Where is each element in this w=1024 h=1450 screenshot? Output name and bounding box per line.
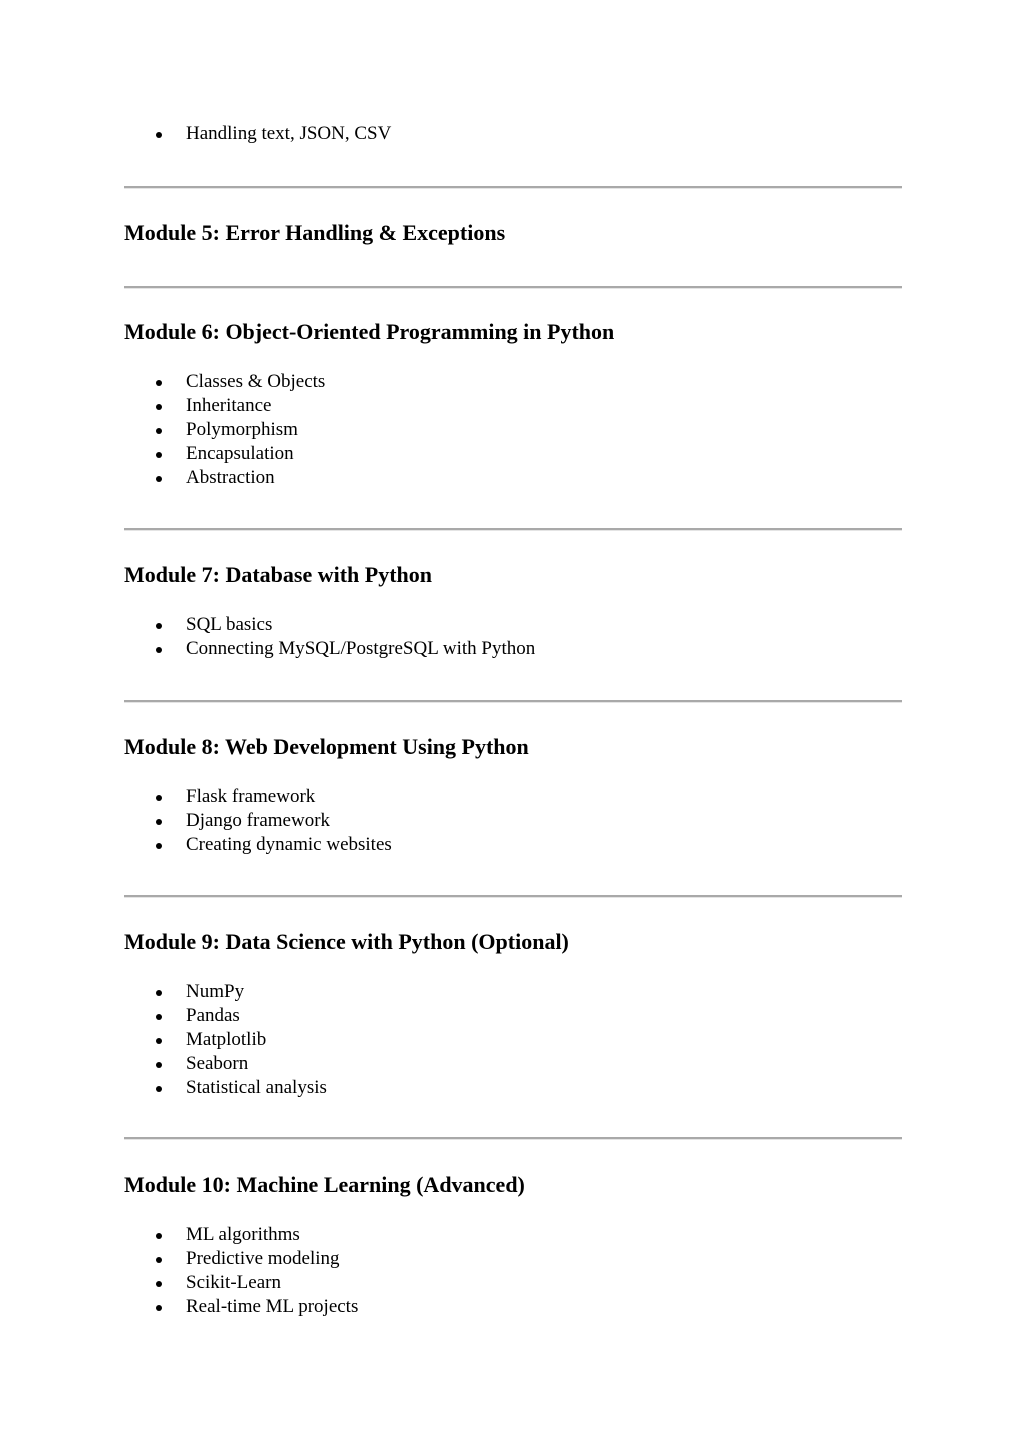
bullet-icon bbox=[156, 843, 162, 849]
list-item bbox=[0, 613, 1024, 637]
module-6-heading: Module 6: Object-Oriented Programming in Python bbox=[124, 319, 615, 344]
bullet-icon bbox=[156, 1233, 162, 1239]
list-item-text: Django framework bbox=[186, 810, 331, 831]
list-item bbox=[0, 1004, 1024, 1028]
list-item-text: Pandas bbox=[186, 1005, 240, 1026]
section-divider bbox=[124, 286, 902, 289]
list-item-text: Predictive modeling bbox=[186, 1248, 340, 1269]
bullet-icon bbox=[156, 132, 162, 138]
list-item bbox=[0, 394, 1024, 418]
module-9-heading: Module 9: Data Science with Python (Optional) bbox=[124, 929, 569, 954]
list-item-text: Abstraction bbox=[186, 467, 275, 488]
bullet-icon bbox=[156, 380, 162, 386]
list-item-text: ML algorithms bbox=[186, 1224, 300, 1245]
module-6-topic-list bbox=[0, 370, 1024, 490]
bullet-icon bbox=[156, 795, 162, 801]
list-item bbox=[0, 466, 1024, 490]
list-item-text: Inheritance bbox=[186, 395, 272, 416]
bullet-icon bbox=[156, 1062, 162, 1068]
list-item bbox=[0, 370, 1024, 394]
section-divider bbox=[124, 1137, 902, 1140]
bullet-icon bbox=[156, 404, 162, 410]
list-item bbox=[0, 637, 1024, 661]
bullet-icon bbox=[156, 647, 162, 653]
list-item bbox=[0, 122, 1024, 146]
list-item bbox=[0, 1271, 1024, 1295]
list-item-text: Classes & Objects bbox=[186, 371, 326, 392]
list-item bbox=[0, 418, 1024, 442]
list-item bbox=[0, 833, 1024, 857]
list-item bbox=[0, 1028, 1024, 1052]
list-item-text: Creating dynamic websites bbox=[186, 834, 392, 855]
list-item-text: Statistical analysis bbox=[186, 1077, 327, 1098]
list-item-text: Connecting MySQL/PostgreSQL with Python bbox=[186, 638, 536, 659]
list-item bbox=[0, 1295, 1024, 1319]
list-item bbox=[0, 1247, 1024, 1271]
list-item bbox=[0, 1223, 1024, 1247]
module-7-topic-list bbox=[0, 613, 1024, 661]
list-item-text: Encapsulation bbox=[186, 443, 294, 464]
module-8-topic-list bbox=[0, 785, 1024, 857]
list-item-text: NumPy bbox=[186, 981, 245, 1002]
bullet-icon bbox=[156, 1086, 162, 1092]
bullet-icon bbox=[156, 1038, 162, 1044]
list-item-text: SQL basics bbox=[186, 614, 273, 635]
list-item bbox=[0, 980, 1024, 1004]
bullet-icon bbox=[156, 428, 162, 434]
list-item bbox=[0, 785, 1024, 809]
list-item bbox=[0, 1052, 1024, 1076]
section-divider bbox=[124, 186, 902, 189]
intro-bullet-list bbox=[0, 122, 1024, 146]
section-divider bbox=[124, 700, 902, 703]
list-item-text: Flask framework bbox=[186, 786, 316, 807]
section-divider bbox=[124, 528, 902, 531]
list-item bbox=[0, 1076, 1024, 1100]
list-item-text: Scikit-Learn bbox=[186, 1272, 281, 1293]
bullet-icon bbox=[156, 1257, 162, 1263]
module-8-heading: Module 8: Web Development Using Python bbox=[124, 734, 529, 759]
section-divider bbox=[124, 895, 902, 898]
bullet-icon bbox=[156, 1281, 162, 1287]
list-item-text: Matplotlib bbox=[186, 1029, 267, 1050]
bullet-icon bbox=[156, 990, 162, 996]
module-5-heading: Module 5: Error Handling & Exceptions bbox=[124, 220, 506, 245]
list-item bbox=[0, 809, 1024, 833]
module-9-topic-list bbox=[0, 980, 1024, 1100]
module-10-heading: Module 10: Machine Learning (Advanced) bbox=[124, 1172, 525, 1197]
bullet-icon bbox=[156, 452, 162, 458]
bullet-icon bbox=[156, 623, 162, 629]
list-item bbox=[0, 442, 1024, 466]
list-item-text: Handling text, JSON, CSV bbox=[186, 123, 392, 144]
list-item-text: Seaborn bbox=[186, 1053, 249, 1074]
bullet-icon bbox=[156, 1305, 162, 1311]
bullet-icon bbox=[156, 819, 162, 825]
module-7-heading: Module 7: Database with Python bbox=[124, 562, 433, 587]
module-10-topic-list bbox=[0, 1223, 1024, 1319]
bullet-icon bbox=[156, 1014, 162, 1020]
list-item-text: Polymorphism bbox=[186, 419, 298, 440]
list-item-text: Real-time ML projects bbox=[186, 1296, 359, 1317]
bullet-icon bbox=[156, 476, 162, 482]
